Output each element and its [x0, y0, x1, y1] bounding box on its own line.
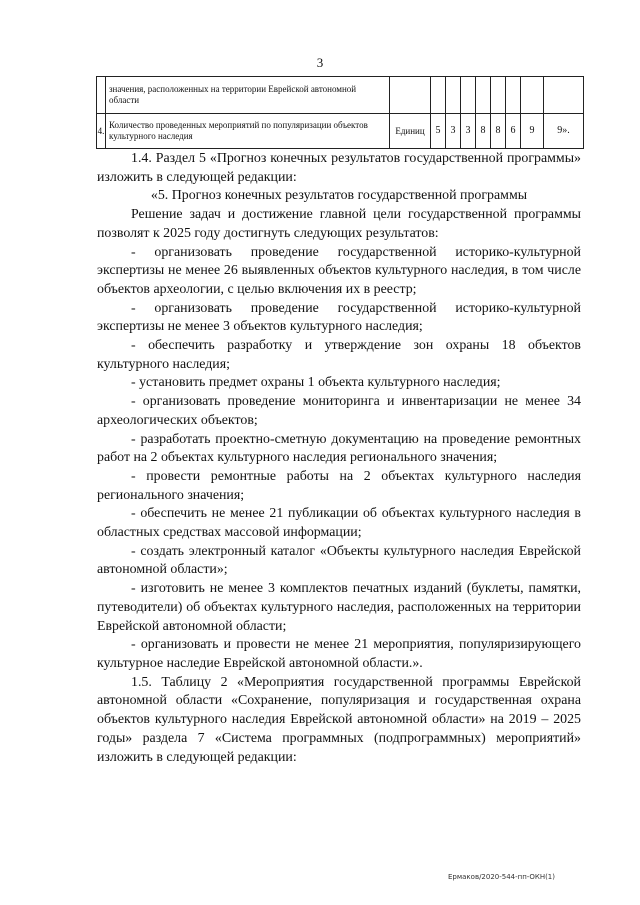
- list-item: - организовать проведение государственной историко-культурной экспертизы не менее 3 объектов культурного наследия;: [97, 300, 581, 335]
- row-unit: Единиц: [390, 114, 431, 149]
- document-body: [97, 150, 581, 767]
- list-item: - провести ремонтные работы на 2 объектах культурного наследия регионального значения;: [97, 468, 581, 503]
- row-description: значения, расположенных на территории Еврейской автономной области: [106, 77, 390, 114]
- row-value: [461, 77, 476, 114]
- row-value: 3: [446, 114, 461, 149]
- list-item: - установить предмет охраны 1 объекта культурного наследия;: [131, 375, 501, 391]
- row-description: Количество проведенных мероприятий по популяризации объектов культурного наследия: [106, 114, 390, 149]
- list-item: - обеспечить разработку и утверждение зон охраны 18 объектов культурного наследия;: [97, 338, 581, 372]
- list-item: - обеспечить не менее 21 публикации об объектах культурного наследия в областных средствах массовой информации;: [97, 506, 581, 541]
- list-item: - организовать и провести не менее 21 мероприятия, популяризирующего культурное наследие Еврейской автономной области.».: [97, 637, 581, 671]
- row-value: 8: [476, 114, 491, 149]
- list-item: - организовать проведение государственной историко-культурной экспертизы не менее 26 выявленных объектов культурного наследия, в том числе объектов археологии, с целью включения их в реестр;: [97, 244, 581, 297]
- row-value: [544, 77, 584, 114]
- list-item: - создать электронный каталог «Объекты культурного наследия Еврейской автономной области»;: [97, 543, 581, 578]
- row-value: [476, 77, 491, 114]
- row-value: 8: [491, 114, 506, 149]
- list-item: - организовать проведение мониторинга и инвентаризации не менее 34 археологических объектов;: [97, 394, 581, 428]
- list-item: - разработать проектно-сметную документацию на проведение ремонтных работ на 2 объектах культурного наследия регионального значения;: [97, 431, 581, 466]
- indicator-table-body: [97, 77, 584, 149]
- row-value: 5: [431, 114, 446, 149]
- row-number: 4.: [97, 114, 106, 149]
- page-number: 3: [316, 55, 324, 70]
- row-value: [506, 77, 521, 114]
- document-code: Ермаков/2020-544-пп-ОКН(1): [448, 873, 555, 881]
- row-number: [97, 77, 106, 114]
- row-value: [431, 77, 446, 114]
- row-value: 6: [506, 114, 521, 149]
- row-unit: [390, 77, 431, 114]
- row-value: 3: [461, 114, 476, 149]
- row-value: [491, 77, 506, 114]
- list-item: - изготовить не менее 3 комплектов печатных изданий (буклеты, памятки, путеводители) об объектах культурного наследия, расположенных на территории Еврейской автономной области;: [97, 581, 581, 634]
- table-row: [97, 114, 584, 149]
- row-value: [446, 77, 461, 114]
- row-value: 9: [521, 114, 544, 149]
- table-row: [97, 77, 584, 114]
- paragraph: 1.4. Раздел 5 «Прогноз конечных результатов государственной программы» изложить в следующей редакции:: [97, 151, 581, 185]
- row-value: [521, 77, 544, 114]
- row-value: 9».: [544, 114, 584, 149]
- paragraph: Решение задач и достижение главной цели государственной программы позволят к 2025 году достигнуть следующих результатов:: [97, 207, 581, 241]
- section-heading: «5. Прогноз конечных результатов государственной программы: [150, 188, 528, 204]
- indicator-table: [96, 76, 584, 149]
- paragraph: 1.5. Таблицу 2 «Мероприятия государственной программы Еврейской автономной области «Сохранение, популяризация и государственная охрана объектов культурного наследия Еврейской автономной области» на 2019 – 2025 годы» раздела 7 «Система программных (подпрограммных) мероприятий» изложить в следующей редакции:: [97, 674, 581, 765]
